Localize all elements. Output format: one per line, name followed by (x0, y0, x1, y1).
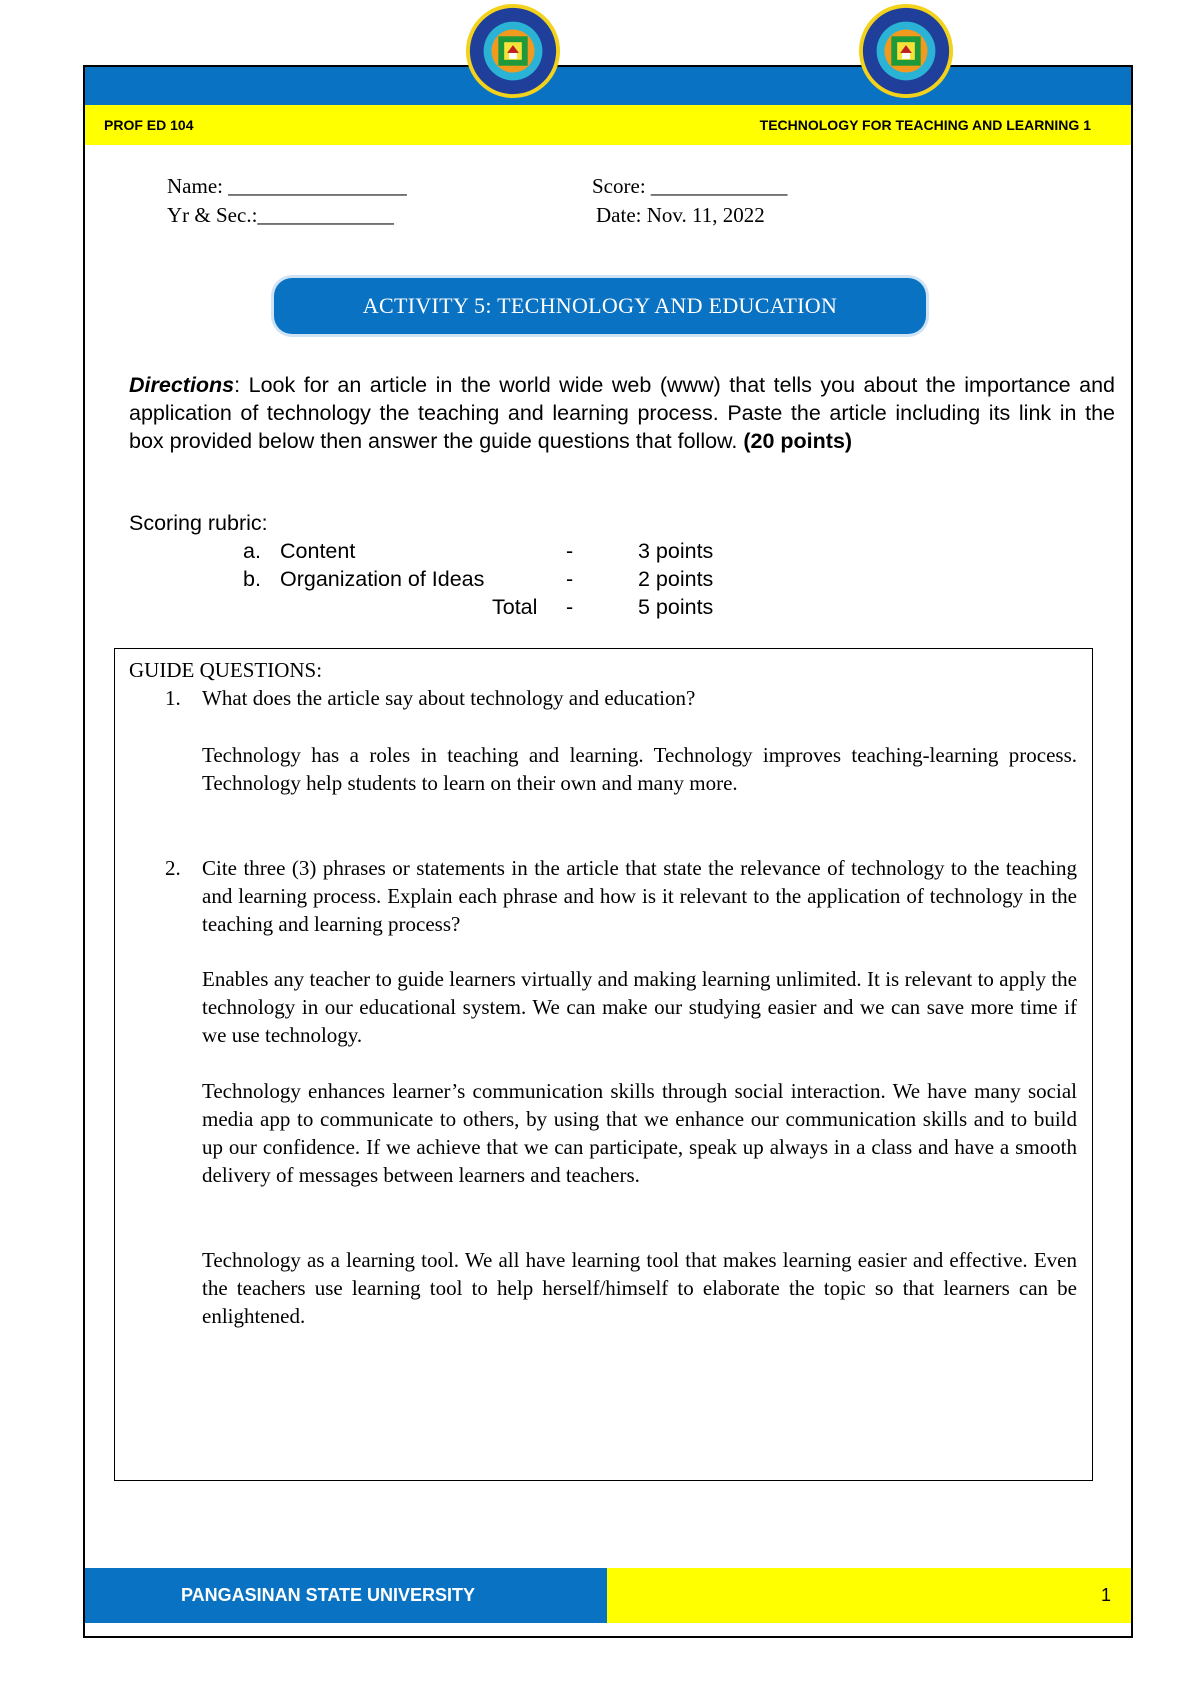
seal-icon (857, 2, 955, 100)
score-field: Score: _____________ (592, 174, 788, 198)
guide-title: GUIDE QUESTIONS: (129, 658, 323, 682)
rubric-label: Organization of Ideas (280, 567, 485, 591)
name-field: Name: _________________ (167, 174, 407, 198)
rubric-marker: a. (243, 539, 261, 563)
date-field: Date: Nov. 11, 2022 (596, 203, 765, 227)
directions-label: Directions (129, 373, 235, 397)
rubric-total-label: Total (492, 595, 538, 619)
answer-2-part-2: Technology enhances learner’s communication skills through social interaction. We have many social media app to communicate to others, by using that we enhance our communication skills and to build up our confidence. If we achieve that we can participate, speak up always in a class and have a smooth delivery of messages between learners and teachers. (202, 1079, 1077, 1187)
course-title: TECHNOLOGY FOR TEACHING AND LEARNING 1 (759, 117, 1091, 133)
activity-title: ACTIVITY 5: TECHNOLOGY AND EDUCATION (274, 278, 926, 334)
answer-2-part-3: Technology as a learning tool. We all have learning tool that makes learning easier and effective. Even the teachers use learning tool to help herself/himself to elaborate the topic so that learners can be enlightened. (202, 1248, 1077, 1328)
rubric-label: Content (280, 539, 356, 563)
rubric-total-dash: - (566, 595, 574, 619)
header-blue-band (85, 67, 1131, 105)
question-2: Cite three (3) phrases or statements in the article that state the relevance of technology to the teaching and learning process. Explain each phrase and how is it relevant to the application of technology in the teaching and learning process? (202, 856, 1077, 936)
answer-2-part-1: Enables any teacher to guide learners virtually and making learning unlimited. It is relevant to apply the technology in our educational system. We can make our studying easier and we can save more time if we use technology. (202, 967, 1077, 1047)
rubric-total-points: 5 points (638, 595, 714, 619)
rubric-points: 3 points (638, 539, 714, 563)
question-number: 1. (165, 686, 181, 710)
university-name: PANGASINAN STATE UNIVERSITY (181, 1585, 476, 1605)
footer-blue-band (85, 1568, 607, 1623)
rubric-points: 2 points (638, 567, 714, 591)
question-number: 2. (165, 856, 181, 880)
directions-points: (20 points) (743, 429, 853, 453)
course-code: PROF ED 104 (104, 117, 194, 133)
question-1: What does the article say about technology and education? (202, 686, 696, 710)
page-number: 1 (1100, 1585, 1111, 1605)
rubric-dash: - (566, 539, 574, 563)
rubric-title: Scoring rubric: (129, 511, 268, 535)
seal-icon (464, 2, 562, 100)
yr-sec-field: Yr & Sec.:_____________ (167, 203, 394, 227)
rubric-marker: b. (243, 567, 261, 591)
directions (129, 371, 1115, 455)
footer-yellow-band (607, 1568, 1131, 1623)
directions-text: : Look for an article in the world wide web (www) that tells you about the importance and application of technology the teaching and learning process. Paste the article including its link in the box provided below then answer the guide questions that follow. (129, 373, 1115, 453)
rubric-dash: - (566, 567, 574, 591)
header-yellow-band (85, 105, 1131, 145)
answer-1: Technology has a roles in teaching and learning. Technology improves teaching-learning process. Technology help students to learn on their own and many more. (202, 743, 1077, 795)
